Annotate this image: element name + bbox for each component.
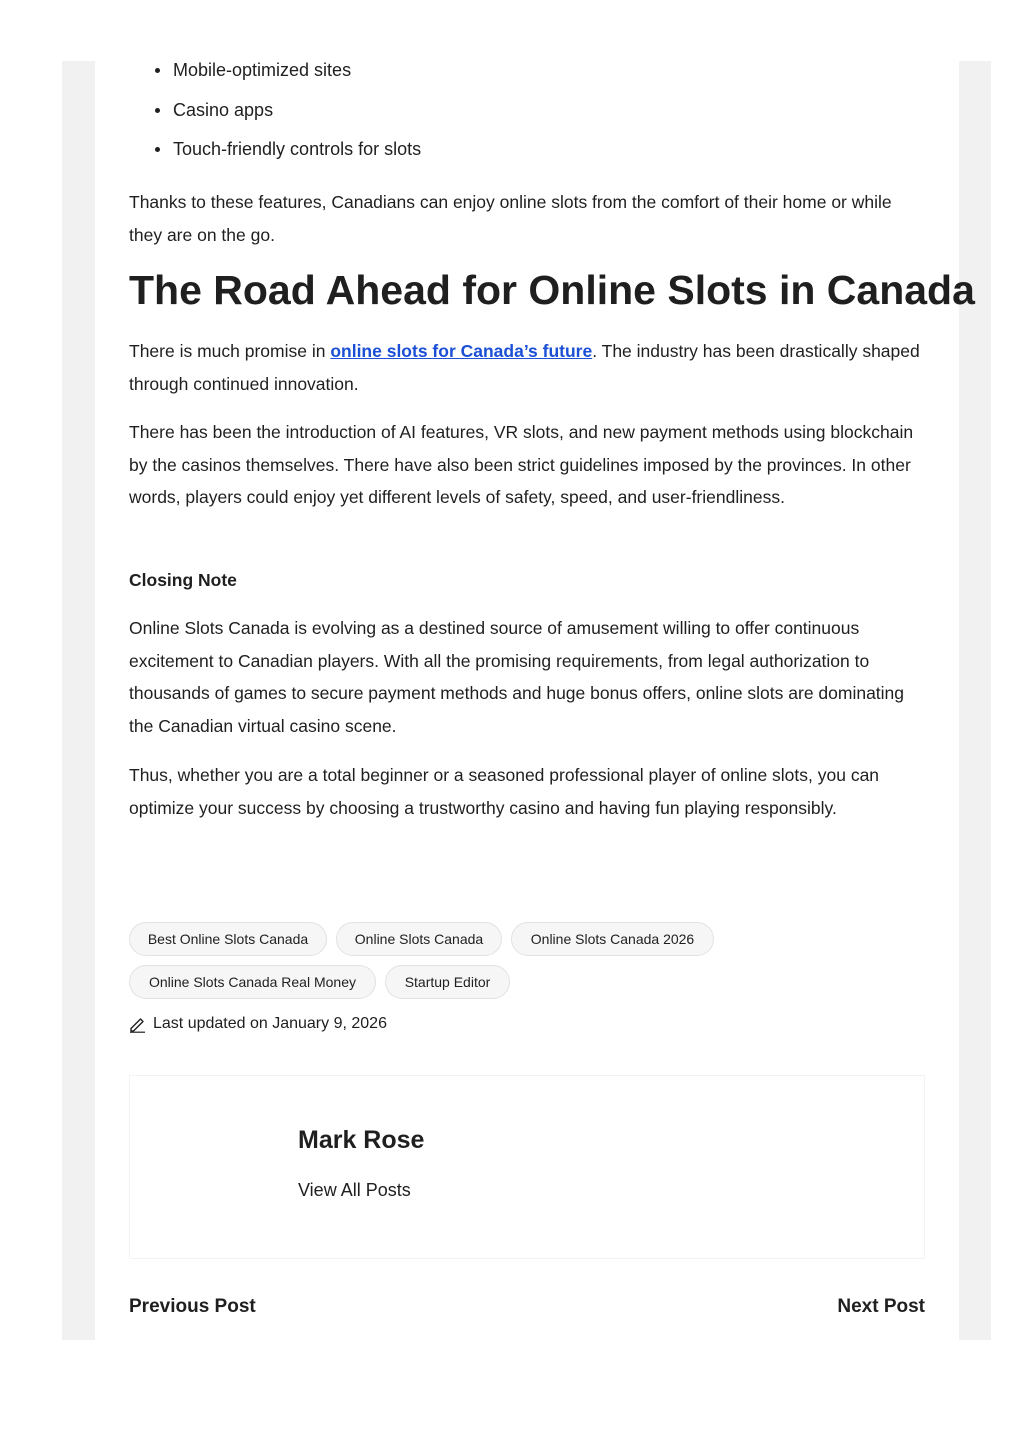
last-updated-text: Last updated on January 9, 2026 [153, 1015, 387, 1032]
left-gutter [62, 61, 95, 1340]
paragraph-closing: Online Slots Canada is evolving as a destined source of amusement willing to offer continuous excitement to Canadian players. With all the promising requirements, from legal authorization to thousands of games to secure payment methods and huge bonus offers, online slots are dominating the Canadian virtual casino scene. [129, 618, 905, 736]
author-name: Mark Rose [298, 1126, 425, 1154]
tag-online-slots-canada-real-money[interactable]: Online Slots Canada Real Money [129, 965, 376, 999]
tag-best-online-slots-canada[interactable]: Best Online Slots Canada [129, 922, 327, 956]
author-box [129, 1075, 925, 1259]
feature-list [155, 58, 421, 177]
view-all-posts-link[interactable]: View All Posts [298, 1180, 411, 1200]
tag-startup-editor[interactable]: Startup Editor [385, 965, 510, 999]
paragraph-promise [129, 335, 925, 400]
paragraph-thanks: Thanks to these features, Canadians can enjoy online slots from the comfort of their home or while they are on the go. [129, 192, 892, 245]
paragraph-thus: Thus, whether you are a total beginner or a seasoned professional player of online slots, you can optimize your success by choosing a trustworthy casino and having fun playing responsibly. [129, 765, 880, 818]
list-item: Touch-friendly controls for slots [155, 137, 421, 161]
pencil-icon [129, 1016, 146, 1033]
paragraph-ai: There has been the introduction of AI features, VR slots, and new payment methods using blockchain by the casinos themselves. There have also been strict guidelines imposed by the provinces. In other words, players could enjoy yet different levels of safety, speed, and user-friendliness. [129, 422, 914, 507]
paragraph-promise-text-before: There is much promise in [129, 341, 331, 361]
future-link[interactable]: online slots for Canada’s future [330, 341, 593, 361]
previous-post-link[interactable]: Previous Post [129, 1296, 256, 1317]
tag-online-slots-canada-2026[interactable]: Online Slots Canada 2026 [511, 922, 714, 956]
tag-online-slots-canada[interactable]: Online Slots Canada [336, 922, 502, 956]
next-post-link[interactable]: Next Post [837, 1296, 925, 1317]
list-item: Casino apps [155, 98, 421, 122]
paragraph-promise-text-after: . The industry has been drastically shaped through continued innovation. [129, 341, 920, 394]
closing-heading: Closing Note [129, 570, 237, 590]
right-gutter [959, 61, 991, 1340]
list-item: Mobile-optimized sites [155, 58, 421, 82]
last-updated [129, 1012, 387, 1036]
section-heading: The Road Ahead for Online Slots in Canada [129, 267, 975, 313]
